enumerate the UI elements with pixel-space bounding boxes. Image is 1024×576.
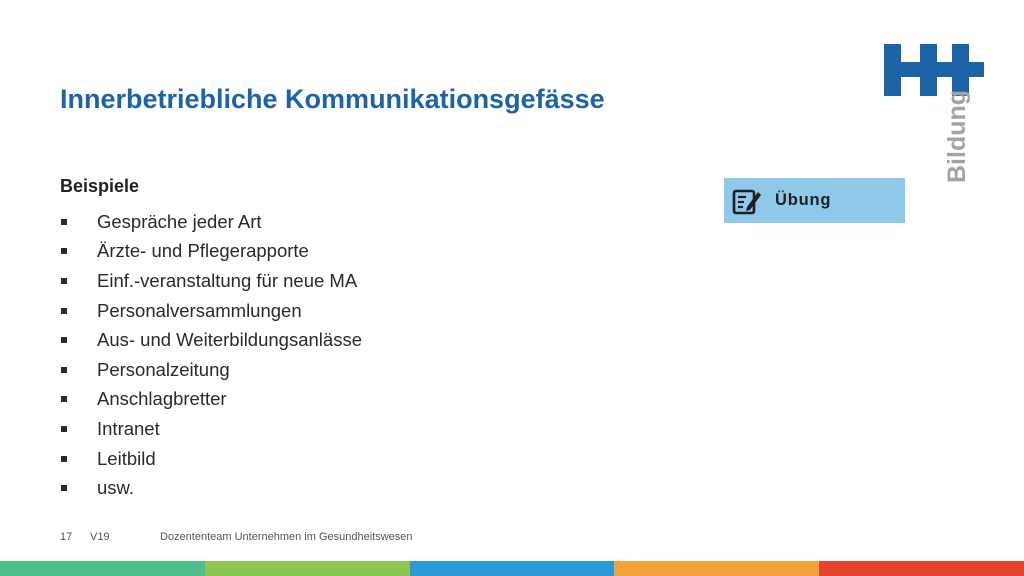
bullet-text: Aus- und Weiterbildungsanlässe bbox=[97, 329, 362, 351]
bullet-marker-icon bbox=[61, 248, 67, 254]
bullet-text: Ärzte- und Pflegerapporte bbox=[97, 240, 309, 262]
page-number: 17 bbox=[60, 531, 73, 543]
bullet-text: usw. bbox=[97, 477, 135, 499]
bullet-text: Einf.-veranstaltung für neue MA bbox=[97, 269, 358, 291]
color-segment bbox=[819, 561, 1024, 576]
badge-label: Übung bbox=[775, 191, 832, 209]
bullet-item bbox=[60, 237, 362, 267]
bullet-list bbox=[60, 207, 362, 503]
subheading: Beispiele bbox=[60, 176, 140, 196]
bullet-item bbox=[60, 207, 362, 237]
bullet-item bbox=[60, 296, 362, 326]
bullet-item bbox=[60, 325, 362, 355]
bullet-text: Leitbild bbox=[97, 447, 156, 469]
bullet-text: Anschlagbretter bbox=[97, 388, 227, 410]
bullet-marker-icon bbox=[61, 396, 67, 402]
bullet-marker-icon bbox=[61, 367, 67, 373]
bullet-item bbox=[60, 414, 362, 444]
hplus-bildung-logo bbox=[880, 40, 990, 190]
bullet-marker-icon bbox=[61, 308, 67, 314]
bullet-item bbox=[60, 385, 362, 415]
svg-text:Bildung: Bildung bbox=[943, 89, 971, 183]
bullet-marker-icon bbox=[61, 485, 67, 491]
bullet-text: Intranet bbox=[97, 417, 160, 439]
bullet-item bbox=[60, 473, 362, 503]
bullet-marker-icon bbox=[61, 456, 67, 462]
bullet-text: Gespräche jeder Art bbox=[97, 210, 262, 232]
exercise-badge bbox=[724, 178, 905, 223]
bullet-text: Personalzeitung bbox=[97, 358, 230, 380]
version-label: V19 bbox=[90, 531, 110, 543]
bullet-item bbox=[60, 444, 362, 474]
bullet-marker-icon bbox=[61, 337, 67, 343]
color-segment bbox=[410, 561, 615, 576]
bullet-item bbox=[60, 266, 362, 296]
slide-title: Innerbetriebliche Kommunikationsgefässe bbox=[60, 84, 605, 114]
color-segment bbox=[0, 561, 205, 576]
notepad-pencil-icon bbox=[732, 186, 762, 216]
bullet-marker-icon bbox=[61, 426, 67, 432]
color-segment bbox=[614, 561, 819, 576]
bullet-marker-icon bbox=[61, 219, 67, 225]
bullet-marker-icon bbox=[61, 278, 67, 284]
bottom-color-bar bbox=[0, 561, 1024, 576]
footer-author: Dozententeam Unternehmen im Gesundheitswesen bbox=[160, 531, 413, 543]
bullet-text: Personalversammlungen bbox=[97, 299, 302, 321]
bullet-item bbox=[60, 355, 362, 385]
color-segment bbox=[205, 561, 410, 576]
